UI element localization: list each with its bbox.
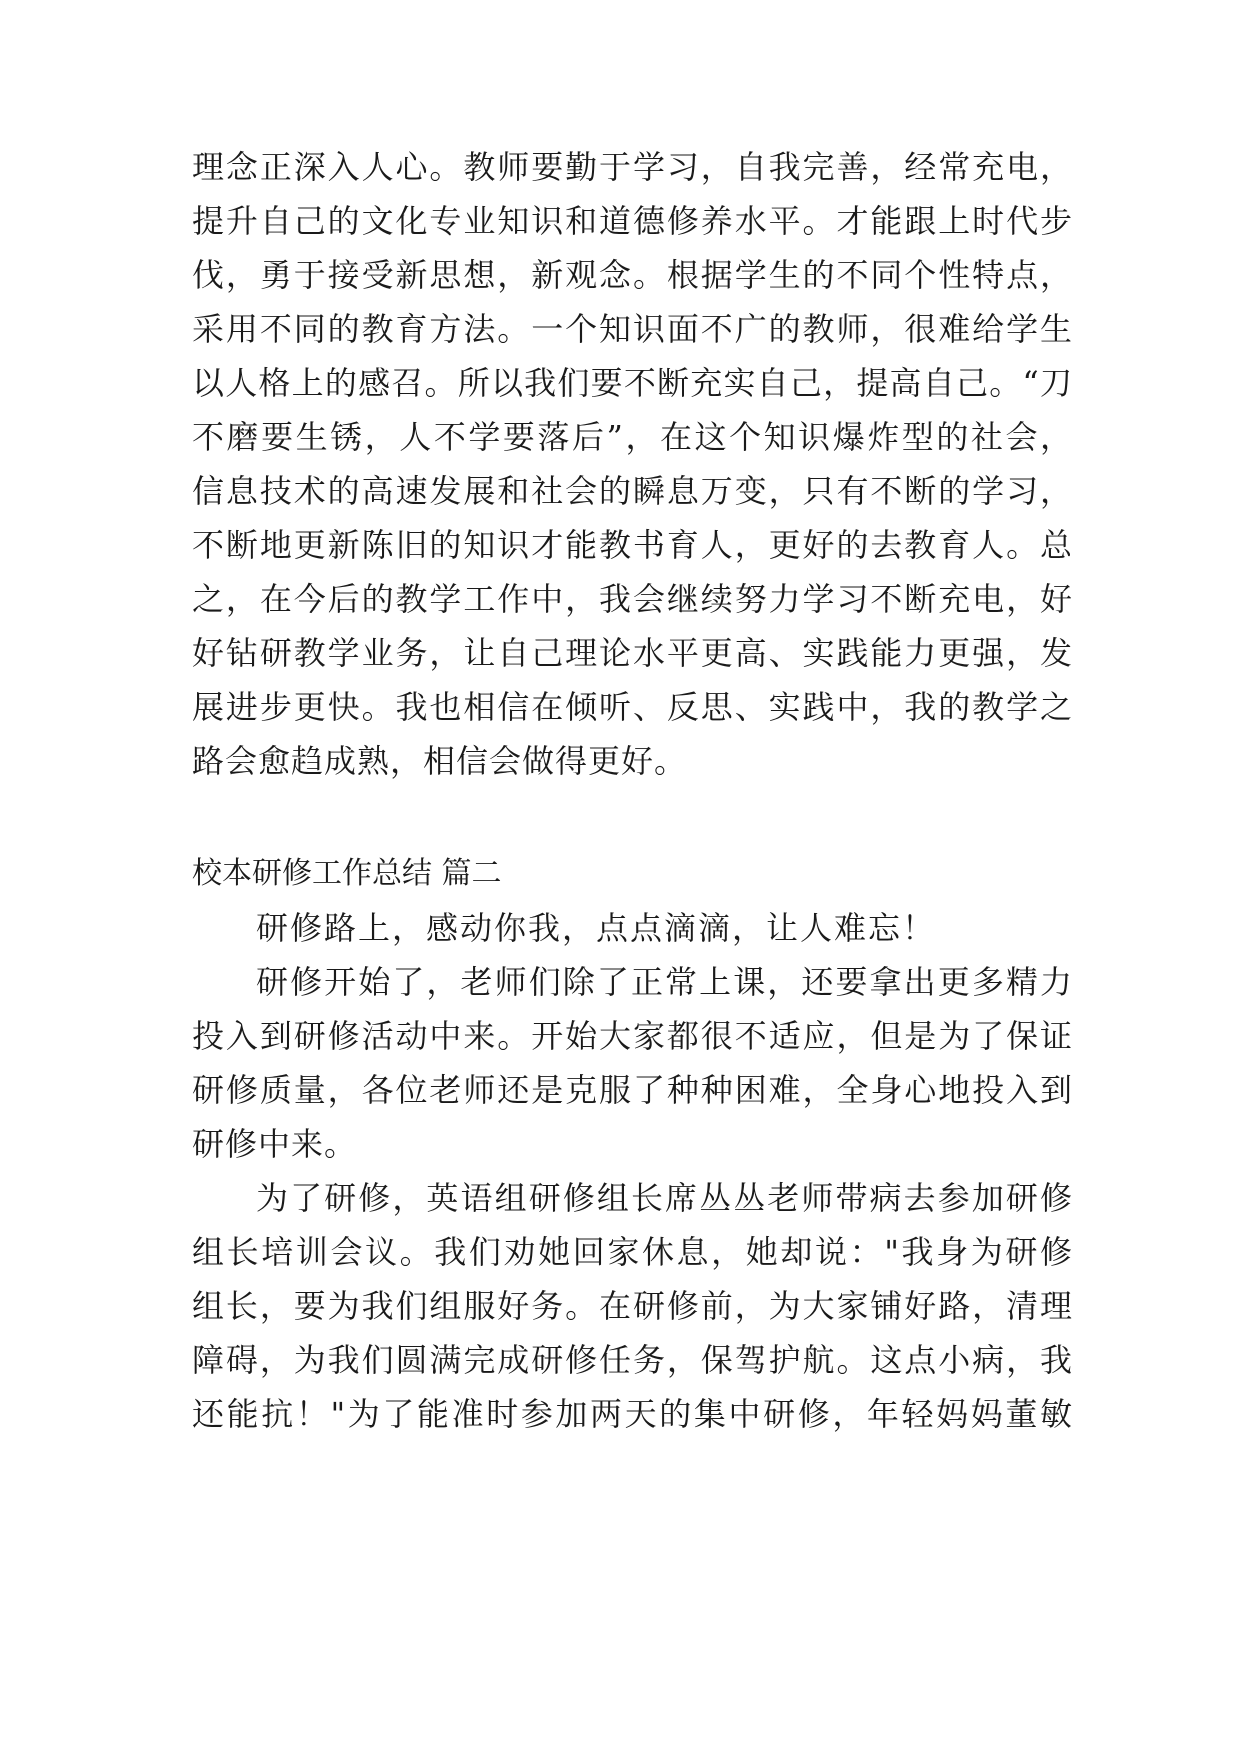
paragraph-line: 展进步更快。我也相信在倾听、反思、实践中，我的教学之 [192,688,1072,726]
paragraph-line: 研修开始了，老师们除了正常上课，还要拿出更多精力 [256,963,1072,1001]
paragraph-line: 之，在今后的教学工作中，我会继续努力学习不断充电，好 [192,580,1072,618]
paragraph-line: 研修中来。 [192,1125,358,1163]
paragraph-line: 投入到研修活动中来。开始大家都很不适应，但是为了保证 [192,1017,1072,1055]
paragraph-line: 好钻研教学业务，让自己理论水平更高、实践能力更强，发 [192,634,1072,672]
paragraph-line: 还能抗！"为了能准时参加两天的集中研修，年轻妈妈董敏 [192,1395,1072,1433]
paragraph-line: 组长培训会议。我们劝她回家休息，她却说："我身为研修 [192,1233,1072,1271]
paragraph-line: 以人格上的感召。所以我们要不断充实自己，提高自己。“刀 [192,364,1072,402]
paragraph-line: 采用不同的教育方法。一个知识面不广的教师，很难给学生 [192,310,1072,348]
paragraph-line: 路会愈趋成熟，相信会做得更好。 [192,742,688,780]
paragraph-line: 为了研修，英语组研修组长席丛丛老师带病去参加研修 [256,1179,1072,1217]
section-heading: 校本研修工作总结 篇二 [192,856,502,891]
paragraph-line: 伐，勇于接受新思想，新观念。根据学生的不同个性特点， [192,256,1072,294]
paragraph-line: 研修路上，感动你我，点点滴滴，让人难忘！ [256,909,937,947]
paragraph-line: 提升自己的文化专业知识和道德修养水平。才能跟上时代步 [192,202,1072,240]
paragraph-line: 不磨要生锈，人不学要落后”，在这个知识爆炸型的社会， [192,418,1072,456]
paragraph-line: 障碍，为我们圆满完成研修任务，保驾护航。这点小病，我 [192,1341,1072,1379]
paragraph-line: 组长，要为我们组服好务。在研修前，为大家铺好路，清理 [192,1287,1072,1325]
paragraph-line: 理念正深入人心。教师要勤于学习，自我完善，经常充电， [192,148,1072,186]
paragraph-line: 研修质量，各位老师还是克服了种种困难，全身心地投入到 [192,1071,1072,1109]
paragraph-line: 信息技术的高速发展和社会的瞬息万变，只有不断的学习， [192,472,1072,510]
paragraph-line: 不断地更新陈旧的知识才能教书育人，更好的去教育人。总 [192,526,1072,564]
